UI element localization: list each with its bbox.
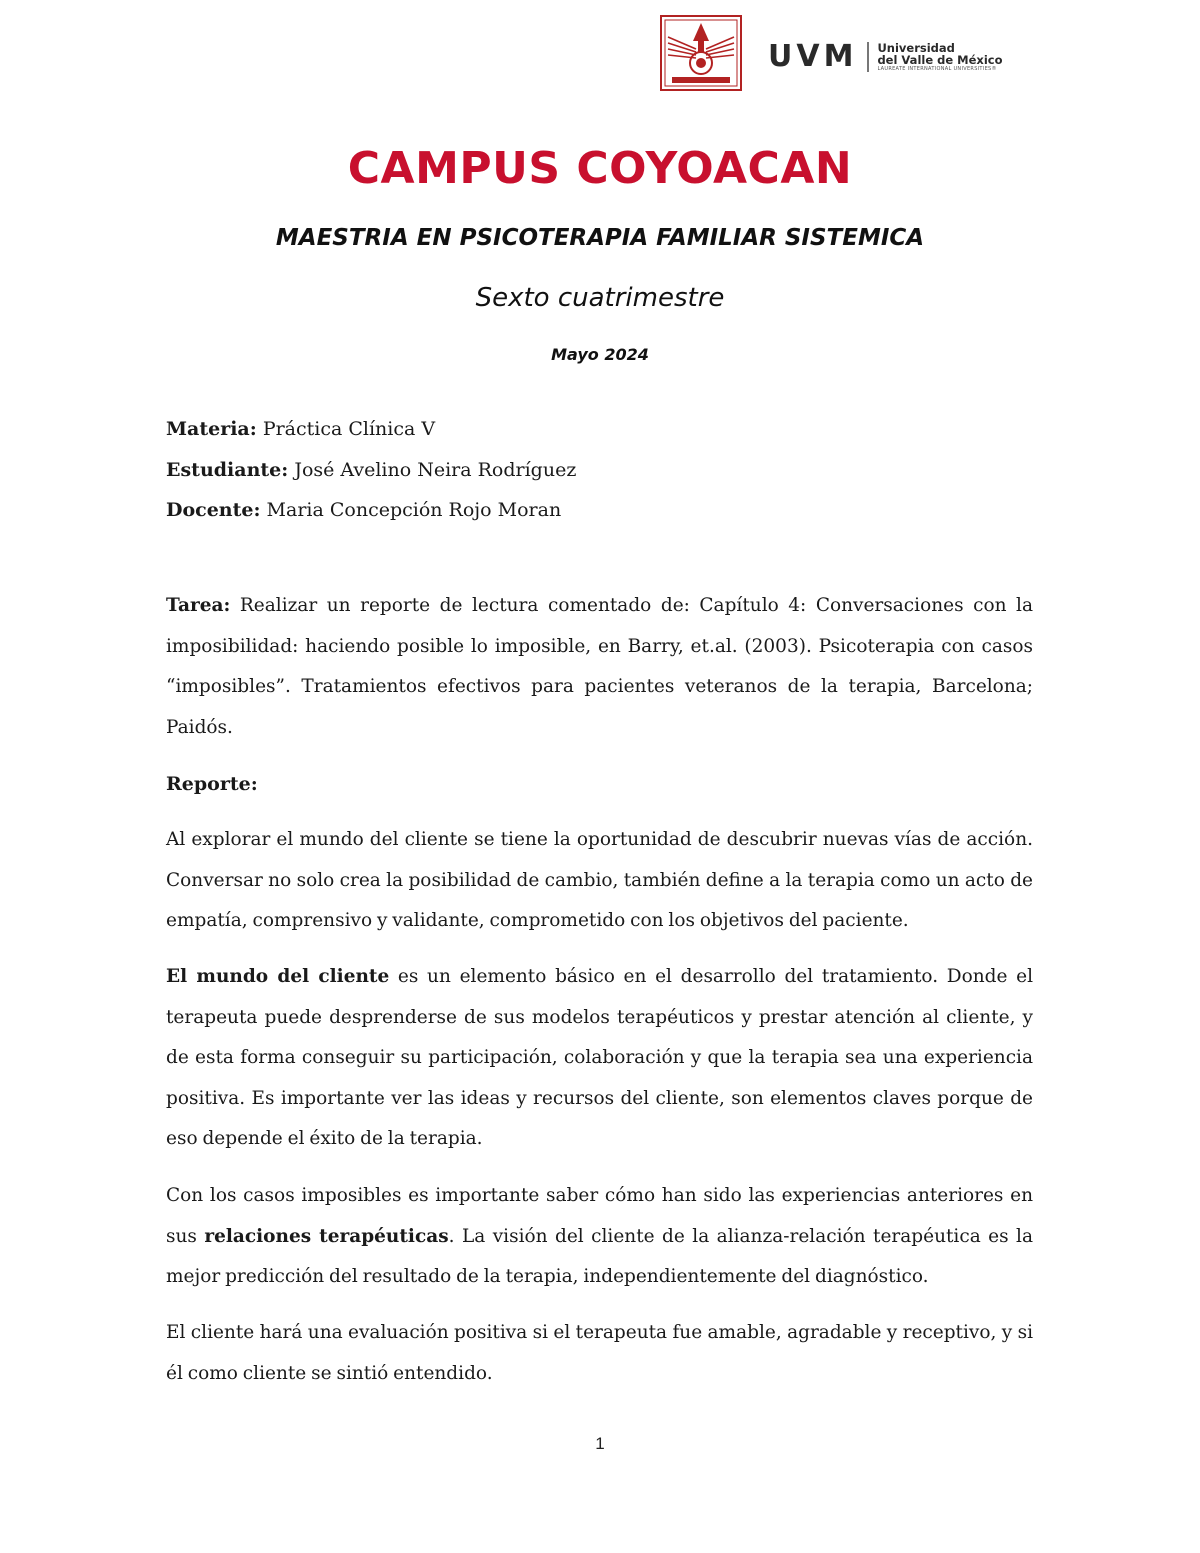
paragraph-3-start: Con los casos imposibles es importante saber cómo han sido las experiencias anteriores en sus [166,1185,1033,1247]
subject-line [166,417,435,441]
term-label: Sexto cuatrimestre [475,283,725,313]
teacher-line [166,498,561,522]
student-label: Estudiante: [166,459,289,481]
paragraph-2 [166,957,1033,1160]
uvm-logo [768,40,1003,74]
student-value: José Avelino Neira Rodríguez [294,459,577,481]
paragraph-4: El cliente hará una evaluación positiva si el terapeuta fue amable, agradable y receptivo, y si él como cliente se sintió entendido. [166,1322,1033,1384]
report-heading: Reporte: [166,773,258,795]
task-paragraph [166,586,1033,748]
teacher-value: Maria Concepción Rojo Moran [266,499,562,521]
task-text: Realizar un reporte de lectura comentado de: Capítulo 4: Conversaciones con la imposibilidad: haciendo posible lo imposible, en Barry, et.al. (2003). Psicoterapia con casos “imposibles”. Tratamientos efectivos para pacientes veteranos de la terapia, Barcelona; Paidós. [166,595,1033,738]
logo-divider [867,42,869,72]
page-number: 1 [595,1434,605,1453]
paragraph-3-text: . La visión del cliente de la alianza-relación terapéutica es la mejor predicción del resultado de la terapia, independientemente del diagnóstico. [166,1225,1034,1288]
paragraph-2-text: es un elemento básico en el desarrollo del tratamiento. Donde el terapeuta puede desprenderse de sus modelos terapéuticos y prestar atención al cliente, y de esta forma conseguir su participación, colaboración y que la terapia sea una experiencia positiva. Es importante ver las ideas y recursos del cliente, son elementos claves porque de eso depende el éxito de la terapia. [166,966,1033,1150]
paragraph-1: Al explorar el mundo del cliente se tiene la oportunidad de descubrir nuevas vías de acción. Conversar no solo crea la posibilidad de cambio, también define a la terapia como un acto de empatía, comprensivo y validante, comprometido con los objetivos del paciente. [166,829,1033,932]
paragraph-3 [166,1176,1033,1298]
task-label: Tarea: [166,595,231,616]
subject-label: Materia: [166,418,257,440]
date-label: Mayo 2024 [551,345,649,364]
teacher-label: Docente: [166,499,261,521]
uvm-mark: UVM [768,39,858,74]
program-name: MAESTRIA EN PSICOTERAPIA FAMILIAR SISTEMICA [275,225,925,251]
university-seal-logo [660,15,742,91]
paragraph-3-bold: relaciones terapéuticas [204,1225,449,1247]
campus-title: CAMPUS COYOACAN [347,143,853,194]
subject-value: Práctica Clínica V [262,418,436,440]
uvm-tagline: LAUREATE INTERNATIONAL UNIVERSITIES® [877,65,997,72]
uvm-name-line1: Universidad [877,40,955,55]
uvm-name [877,42,1002,73]
student-line [166,458,576,482]
paragraph-2-bold: El mundo del cliente [166,966,390,987]
uvm-name-line2: del Valle de México [877,52,1003,67]
